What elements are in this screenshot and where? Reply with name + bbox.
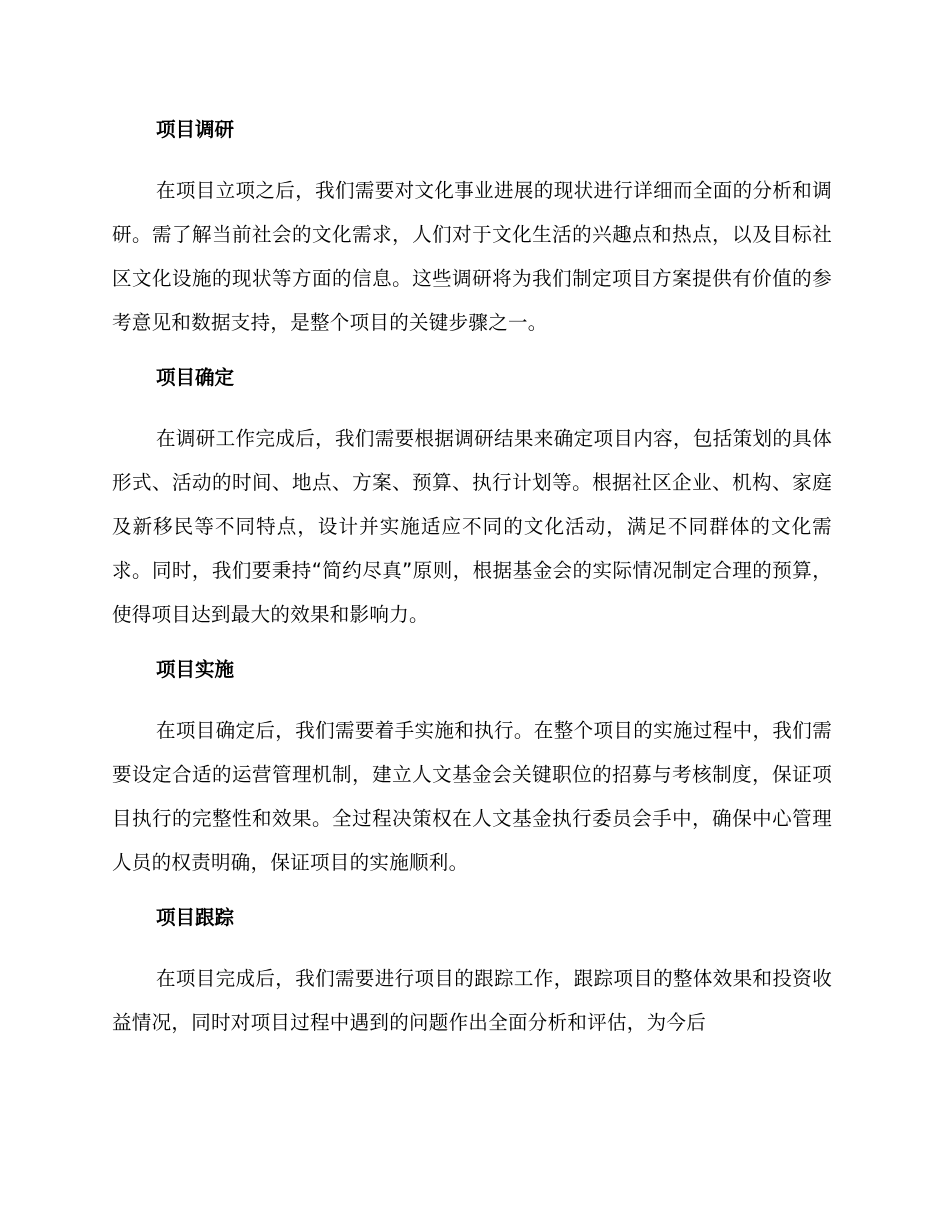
- section-determination: [112, 360, 832, 637]
- section-tracking: [112, 900, 832, 1045]
- section-paragraph: 在项目完成后，我们需要进行项目的跟踪工作，跟踪项目的整体效果和投资收益情况，同时对项目过程中遇到的问题作出全面分析和评估，为今后: [112, 967, 832, 1034]
- section-implementation: [112, 652, 832, 885]
- section-paragraph: 在项目立项之后，我们需要对文化事业进展的现状进行详细而全面的分析和调研。需了解当前社会的文化需求，人们对于文化生活的兴趣点和热点，以及目标社区文化设施的现状等方面的信息。这些调研将为我们制定项目方案提供有价值的参考意见和数据支持，是整个项目的关键步骤之一。: [112, 179, 832, 334]
- section-paragraph: 在项目确定后，我们需要着手实施和执行。在整个项目的实施过程中，我们需要设定合适的运营管理机制，建立人文基金会关键职位的招募与考核制度，保证项目执行的完整性和效果。全过程决策权在人文基金执行委员会手中，确保中心管理人员的权责明确，保证项目的实施顺利。: [112, 719, 832, 874]
- section-heading: 项目跟踪: [156, 906, 235, 929]
- section-heading: 项目确定: [156, 366, 235, 389]
- section-paragraph: 在调研工作完成后，我们需要根据调研结果来确定项目内容，包括策划的具体形式、活动的时间、地点、方案、预算、执行计划等。根据社区企业、机构、家庭及新移民等不同特点，设计并实施适应不同的文化活动，满足不同群体的文化需求。同时，我们要秉持“简约尽真”原则，根据基金会的实际情况制定合理的预算，使得项目达到最大的效果和影响力。: [112, 427, 832, 626]
- section-heading: 项目实施: [156, 658, 235, 681]
- document-body: [112, 112, 832, 1060]
- section-heading: 项目调研: [156, 118, 235, 141]
- section-research: [112, 112, 832, 345]
